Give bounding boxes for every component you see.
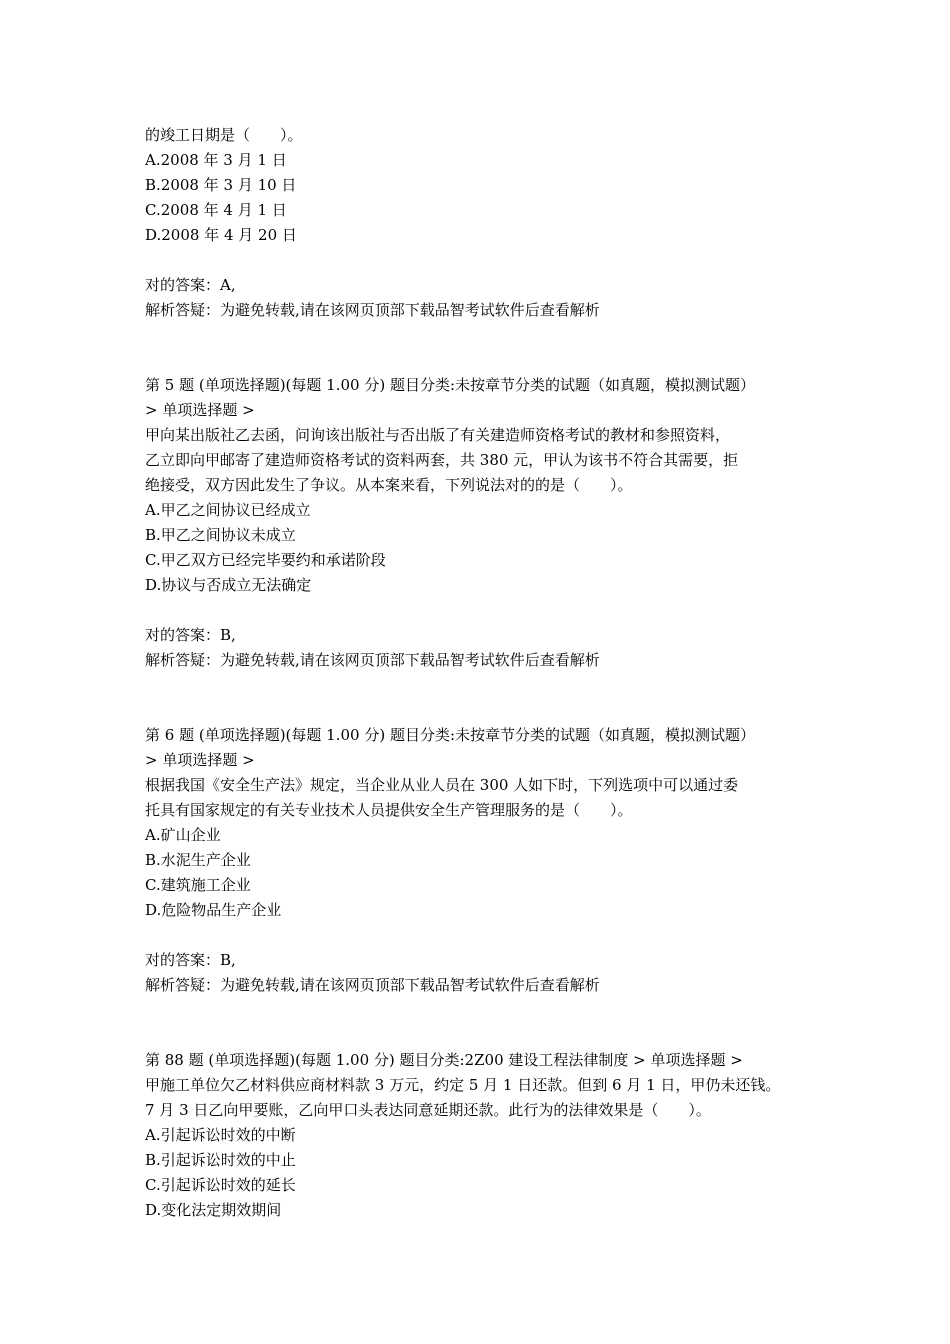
- option-b: B.甲乙之间协议未成立: [145, 526, 296, 544]
- option-c: C.引起诉讼时效的延长: [145, 1176, 296, 1194]
- option-c: C.2008 年 4 月 1 日: [145, 201, 287, 219]
- question-6: [145, 723, 835, 998]
- option-b: B.2008 年 3 月 10 日: [145, 176, 297, 194]
- question-5: [145, 373, 835, 673]
- analysis-note: 解析答疑：为避免转载,请在该网页顶部下载品智考试软件后查看解析: [145, 301, 600, 319]
- question-stem-line: 甲向某出版社乙去函，问询该出版社与否出版了有关建造师资格考试的教材和参照资料，: [145, 426, 731, 444]
- option-d: D.危险物品生产企业: [145, 901, 282, 919]
- analysis-note: 解析答疑：为避免转载,请在该网页顶部下载品智考试软件后查看解析: [145, 651, 600, 669]
- question-stem-line: 7 月 3 日乙向甲要账，乙向甲口头表达同意延期还款。此行为的法律效果是（ ）。: [145, 1101, 711, 1119]
- question-stem-line: 甲施工单位欠乙材料供应商材料款 3 万元，约定 5 月 1 日还款。但到 6 月 1 日，甲仍未还钱。: [145, 1076, 781, 1094]
- document-page: [145, 123, 835, 1223]
- question-header: 第 88 题 (单项选择题)(每题 1.00 分) 题目分类:2Z00 建设工程法律制度 > 单项选择题 >: [145, 1051, 743, 1069]
- question-header: 第 5 题 (单项选择题)(每题 1.00 分) 题目分类:未按章节分类的试题（如真题，模拟测试题）: [145, 376, 756, 394]
- option-c: C.甲乙双方已经完毕要约和承诺阶段: [145, 551, 386, 569]
- question-88: [145, 1048, 835, 1223]
- option-a: A.2008 年 3 月 1 日: [145, 151, 287, 169]
- option-d: D.变化法定期效期间: [145, 1201, 282, 1219]
- question-stem-line: 托具有国家规定的有关专业技术人员提供安全生产管理服务的是（ ）。: [145, 801, 633, 819]
- correct-answer: 对的答案：B,: [145, 951, 236, 969]
- option-b: B.水泥生产企业: [145, 851, 251, 869]
- question-header: 第 6 题 (单项选择题)(每题 1.00 分) 题目分类:未按章节分类的试题（如真题，模拟测试题）: [145, 726, 756, 744]
- correct-answer: 对的答案：A,: [145, 276, 236, 294]
- question-stem-line: 的竣工日期是（ ）。: [145, 126, 303, 144]
- question-4-tail: [145, 123, 835, 323]
- question-header-cont: > 单项选择题 >: [145, 401, 255, 419]
- analysis-note: 解析答疑：为避免转载,请在该网页顶部下载品智考试软件后查看解析: [145, 976, 600, 994]
- question-header-cont: > 单项选择题 >: [145, 751, 255, 769]
- question-stem-line: 绝接受，双方因此发生了争议。从本案来看，下列说法对的的是（ ）。: [145, 476, 633, 494]
- option-a: A.引起诉讼时效的中断: [145, 1126, 296, 1144]
- option-c: C.建筑施工企业: [145, 876, 251, 894]
- option-d: D.2008 年 4 月 20 日: [145, 226, 297, 244]
- question-stem-line: 乙立即向甲邮寄了建造师资格考试的资料两套，共 380 元，甲认为该书不符合其需要，拒: [145, 451, 739, 469]
- option-b: B.引起诉讼时效的中止: [145, 1151, 296, 1169]
- question-stem-line: 根据我国《安全生产法》规定，当企业从业人员在 300 人如下时，下列选项中可以通过委: [145, 776, 739, 794]
- option-a: A.甲乙之间协议已经成立: [145, 501, 311, 519]
- option-a: A.矿山企业: [145, 826, 221, 844]
- correct-answer: 对的答案：B,: [145, 626, 236, 644]
- option-d: D.协议与否成立无法确定: [145, 576, 312, 594]
